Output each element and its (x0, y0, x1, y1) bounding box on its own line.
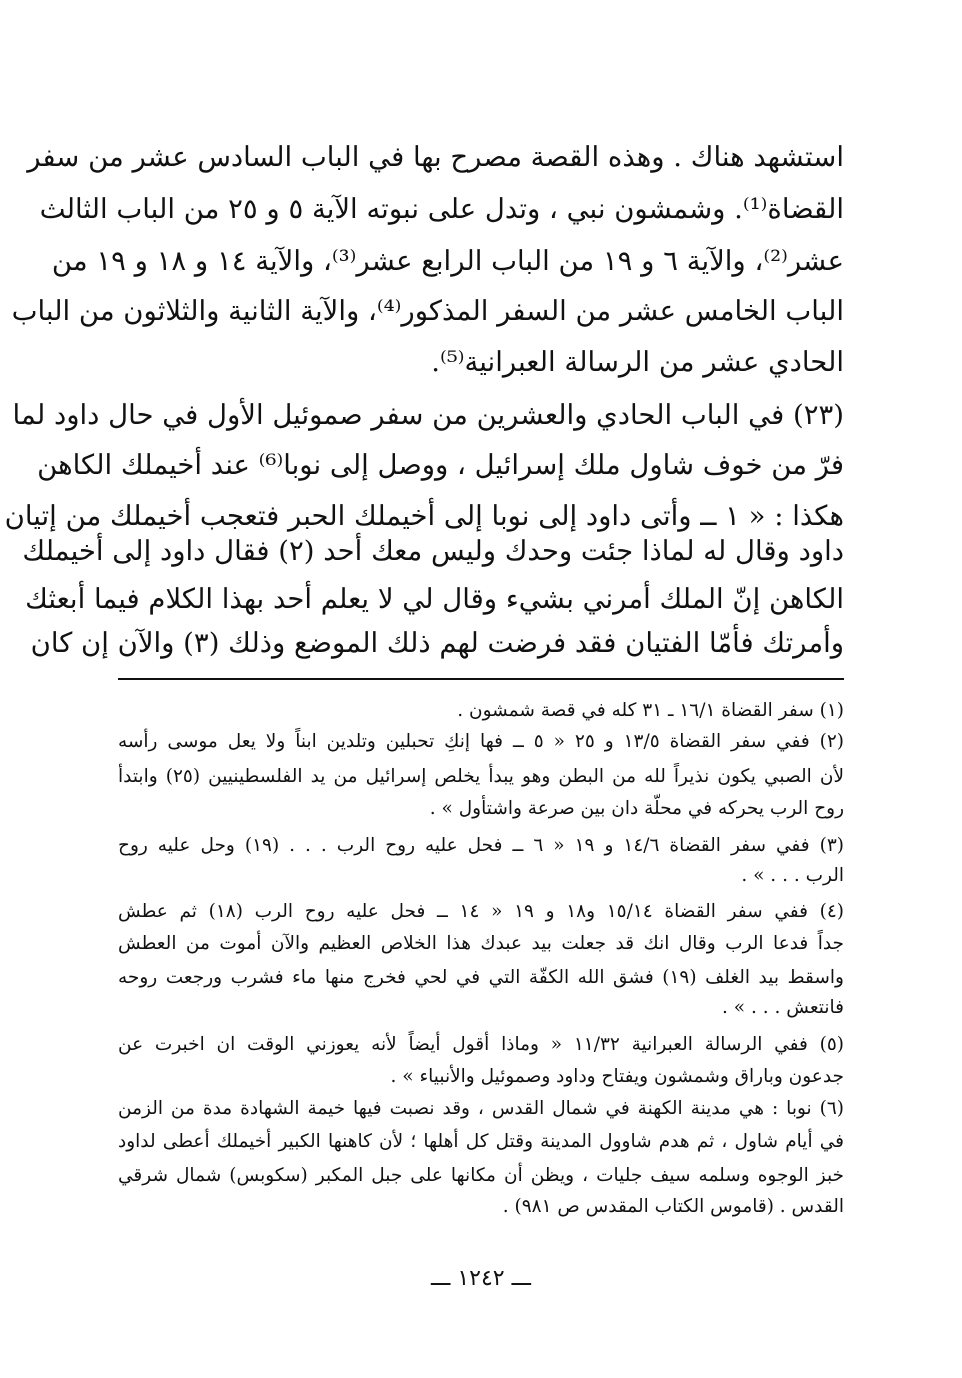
main-line: الباب الخامس عشر من السفر المذكور⁽⁴⁾، والآية الثانية والثلاثون من الباب (11, 295, 844, 327)
footnote-line: روح الرب يحركه في محلّة دان بين صرعة واشتأول » . (429, 798, 844, 819)
page-number: ـــ ١٢٤٢ ـــ (431, 1266, 531, 1291)
footnote-line: الرب . . . » . (741, 865, 844, 886)
main-line: عشر⁽²⁾، والآية ٦ و ١٩ من الباب الرابع عشر⁽³⁾، والآية ١٤ و ١٨ و ١٩ من (51, 245, 844, 277)
main-line: هكذا : « ١ ــ وأتى داود إلى نوبا إلى أخيملك الحبر فتعجب أخيملك من إتيان (4, 500, 844, 532)
footnote-line: في أيام شاول ، ثم هدم شاوول المدينة وقتل كل أهلها ؛ لأن كاهنها الكبير أخيملك أعطى لداود (118, 1131, 844, 1152)
main-line: القضاة⁽¹⁾. وشمشون نبي ، وتدل على نبوته الآية ٥ و ٢٥ من الباب الثالث (39, 193, 844, 225)
main-line: (٢٣) في الباب الحادي والعشرين من سفر صموئيل الأول في حال داود لما (12, 399, 844, 431)
footnote-line: (٣) ففي سفر القضاة ١٤/٦ و ١٩ « ٦ ــ فحل عليه روح الرب . . . (١٩) وحل عليه روح (118, 835, 845, 856)
footnote-line: خبز الوجوه وسلمه سيف جليات ، ويظن أن مكانها على جبل المكبر (سكوبس) شمال شرقي (118, 1165, 844, 1186)
footnote-line: (٤) ففي سفر القضاة ١٥/١٤ و١٨ و ١٩ « ١٤ ــ فحل عليه روح الرب (١٨) ثم عطش (118, 901, 844, 922)
main-line: داود وقال له لماذا جئت وحدك وليس معك أحد (٢) فقال داود إلى أخيملك (22, 535, 844, 567)
footnote-line: لأن الصبي يكون نذيراً لله من البطن وهو يبدأ يخلص إسرائيل من يد الفلسطينيين (٢٥) وابتدأ (118, 766, 844, 787)
footnote-line: فانتعش . . . » . (722, 997, 844, 1018)
footnote-line: القدس . (قاموس الكتاب المقدس ص ٩٨١) . (502, 1196, 844, 1217)
footnote-line: (٦) نوبا : هي مدينة الكهنة في شمال القدس ، وقد نصبت فيها خيمة الشهادة مدة من الزمن (118, 1098, 844, 1119)
footnote-separator (118, 678, 844, 680)
footnote-line: (١) سفر القضاة ١٦/١ ـ ٣١ كله في قصة شمشون . (457, 700, 844, 721)
main-line: استشهد هناك . وهذه القصة مصرح بها في الباب السادس عشر من سفر (27, 141, 844, 173)
footnote-line: جداً فدعا الرب وقال انك قد جعلت بيد عبدك هذا الخلاص العظيم والآن أموت من العطش (118, 933, 844, 954)
main-line: الكاهن إنّ الملك أمرني بشيء وقال لي لا يعلم أحد بهذا الكلام فيما أبعثك (25, 583, 844, 615)
footnote-line: واسقط بيد الغلف (١٩) فشق الله الكفّة التي في لحي فخرج منها ماء فشرب ورجعت روحه (118, 967, 844, 988)
footnote-line: جدعون وباراق وشمشون ويفتاح وداود وصموئيل والأنبياء » . (390, 1066, 844, 1087)
main-line: فرّ من خوف شاول ملك إسرائيل ، ووصل إلى نوبا⁽⁶⁾ عند أخيملك الكاهن (37, 449, 844, 481)
main-line: وأمرتك فأمّا الفتيان فقد فرضت لهم ذلك الموضع وذلك (٣) والآن إن كان (30, 627, 844, 659)
footnote-line: (٥) ففي الرسالة العبرانية ١١/٣٢ « وماذا أقول أيضاً لأنه يعوزني الوقت ان اخبرت عن (118, 1034, 844, 1055)
footnote-line: (٢) ففي سفر القضاة ١٣/٥ و ٢٥ « ٥ ــ فها إنكِ تحبلين وتلدين ابناً ولا يعل موسى رأسه (118, 731, 845, 752)
main-line: الحادي عشر من الرسالة العبرانية⁽⁵⁾. (431, 346, 844, 378)
